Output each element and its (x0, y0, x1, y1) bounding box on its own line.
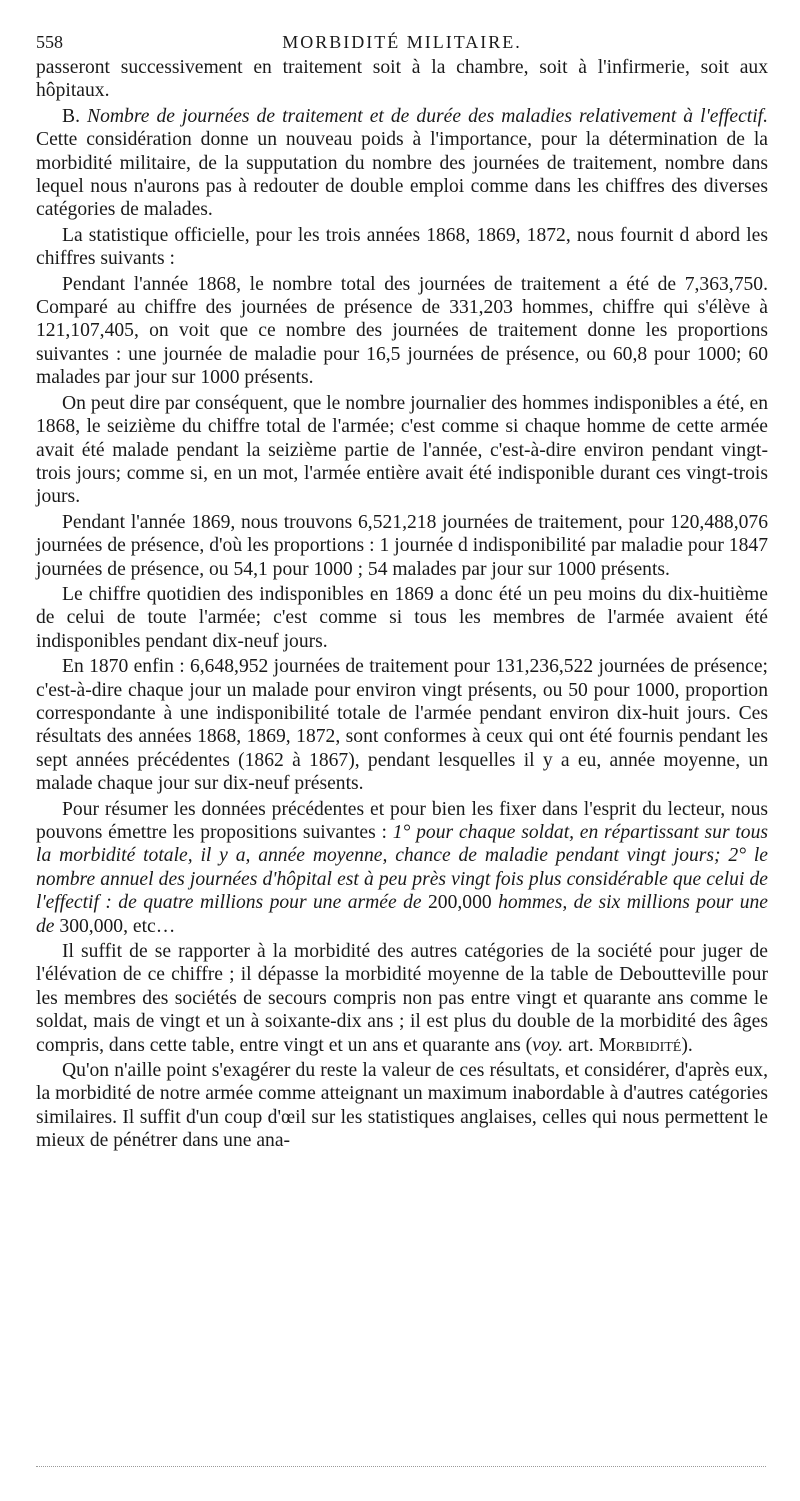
cross-ref-art: art. (568, 1034, 594, 1056)
summary-propositions: 1° pour chaque soldat, en répartissant sur tous la morbidité totale, il y a, année moyenne, chance de maladie pendant vingt jours; 2° le nombre annuel des journées d'hôpital est à peu près vingt fois plus considérable que celui de l'effectif : de quatre millions pour une armée de (36, 822, 768, 914)
page-header (36, 26, 768, 56)
paragraph-section-b (36, 105, 768, 222)
comparison-text: Il suffit de se rapporter à la morbidité des autres catégories de la société pour juger de l'élévation de ce chiffre ; il dépasse la morbidité moyenne de la table de Deboutteville pour les membres des sociétés de secours compris non pas entre vingt et quarante ans comme le soldat, mais de vingt et un à soixante-dix ans ; il est plus du double de la morbidité des âges compris, dans cette table, entre vingt et un ans et quarante ans ( (36, 941, 768, 1056)
page-number: 558 (36, 32, 63, 52)
section-title: Nombre de journées de traitement et de durée des maladies relativement à l'effectif. (87, 105, 768, 127)
cross-ref-voy: voy. (532, 1034, 564, 1056)
summary-propositions-cont: hommes, de six millions pour une de (36, 892, 768, 937)
section-letter: B. (62, 105, 80, 127)
summary-number: 200,000 (428, 892, 492, 914)
body-text (36, 56, 768, 1153)
paragraph-continuation: passeront successivement en traitement soit à la chambre, soit à l'infirmerie, soit aux hôpitaux. (36, 57, 768, 102)
summary-end: 300,000, etc… (59, 915, 176, 937)
paragraph: En 1870 enfin : 6,648,952 journées de traitement pour 131,236,522 journées de présence; c'est-à-dire chaque jour un malade pour environ vingt présents, ou 50 pour 1000, proportion correspondante à une indisponibilité totale de l'armée pendant environ dix-huit jours. Ces résultats des années 1868, 1869, 1872, sont conformes à ceux qui ont été fournis pendant les sept années précédentes (1862 à 1867), pendant lesquelles il y a eu, année moyenne, un malade chaque jour sur dix-neuf présents. (36, 656, 768, 795)
summary-lead: Pour résumer les données précédentes et pour bien les fixer dans l'esprit du lecteur, nous pouvons émettre les propositions suivantes : (36, 798, 768, 843)
page (36, 26, 768, 1153)
paragraph: Qu'on n'aille point s'exagérer du reste la valeur de ces résultats, et considérer, d'après eux, la morbidité de notre armée comme atteignant un maximum inabordable à d'autres catégories similaires. Il suffit d'un coup d'œil sur les statistiques anglaises, celles qui nous permettent le mieux de pénétrer dans une ana- (36, 1060, 768, 1152)
paragraph: Pendant l'année 1869, nous trouvons 6,521,218 journées de traitement, pour 120,488,076 journées de présence, d'où les proportions : 1 journée d indisponibilité par maladie pour 1847 journées de présence, ou 54,1 pour 1000 ; 54 malades par jour sur 1000 présents. (36, 511, 768, 580)
cross-ref-term: Morbidité (598, 1034, 682, 1056)
paragraph-comparison (36, 940, 768, 1057)
paragraph-summary (36, 798, 768, 938)
paragraph: Pendant l'année 1868, le nombre total des journées de traitement a été de 7,363,750. Comparé au chiffre des journées de présence de 331,203 hommes, chiffre qui s'élève à 121,107,405, on voit que ce nombre des journées de traitement donne les proportions suivantes : une journée de maladie pour 16,5 journées de présence, ou 60,8 pour 1000; 60 malades par jour sur 1000 présents. (36, 273, 768, 389)
paragraph: On peut dire par conséquent, que le nombre journalier des hommes indisponibles a été, en 1868, le seizième du chiffre total de l'armée; c'est comme si chaque homme de cette armée avait été malade pendant la seizième partie de l'année, c'est-à-dire environ pendant vingt-trois jours; comme si, en un mot, l'armée entière avait été indisponible durant ces vingt-trois jours. (36, 392, 768, 508)
paragraph: La statistique officielle, pour les trois années 1868, 1869, 1872, nous fournit d abord les chiffres suivants : (36, 224, 768, 270)
section-text: Cette considération donne un nouveau poids à l'importance, pour la détermination de la morbidité militaire, de la supputation du nombre des journées de traitement, nombre dans lequel nous n'aurons pas à redouter de double emploi comme dans les chiffres des diverses catégories de malades. (36, 129, 768, 221)
running-title: MORBIDITÉ MILITAIRE. (282, 32, 522, 52)
bottom-rule (36, 1466, 766, 1467)
paragraph: Le chiffre quotidien des indisponibles en 1869 a donc été un peu moins du dix-huitième de celui de toute l'armée; c'est comme si tous les membres de l'armée avaient été indisponibles pendant dix-neuf jours. (36, 583, 768, 652)
cross-ref-close: ). (681, 1034, 693, 1056)
